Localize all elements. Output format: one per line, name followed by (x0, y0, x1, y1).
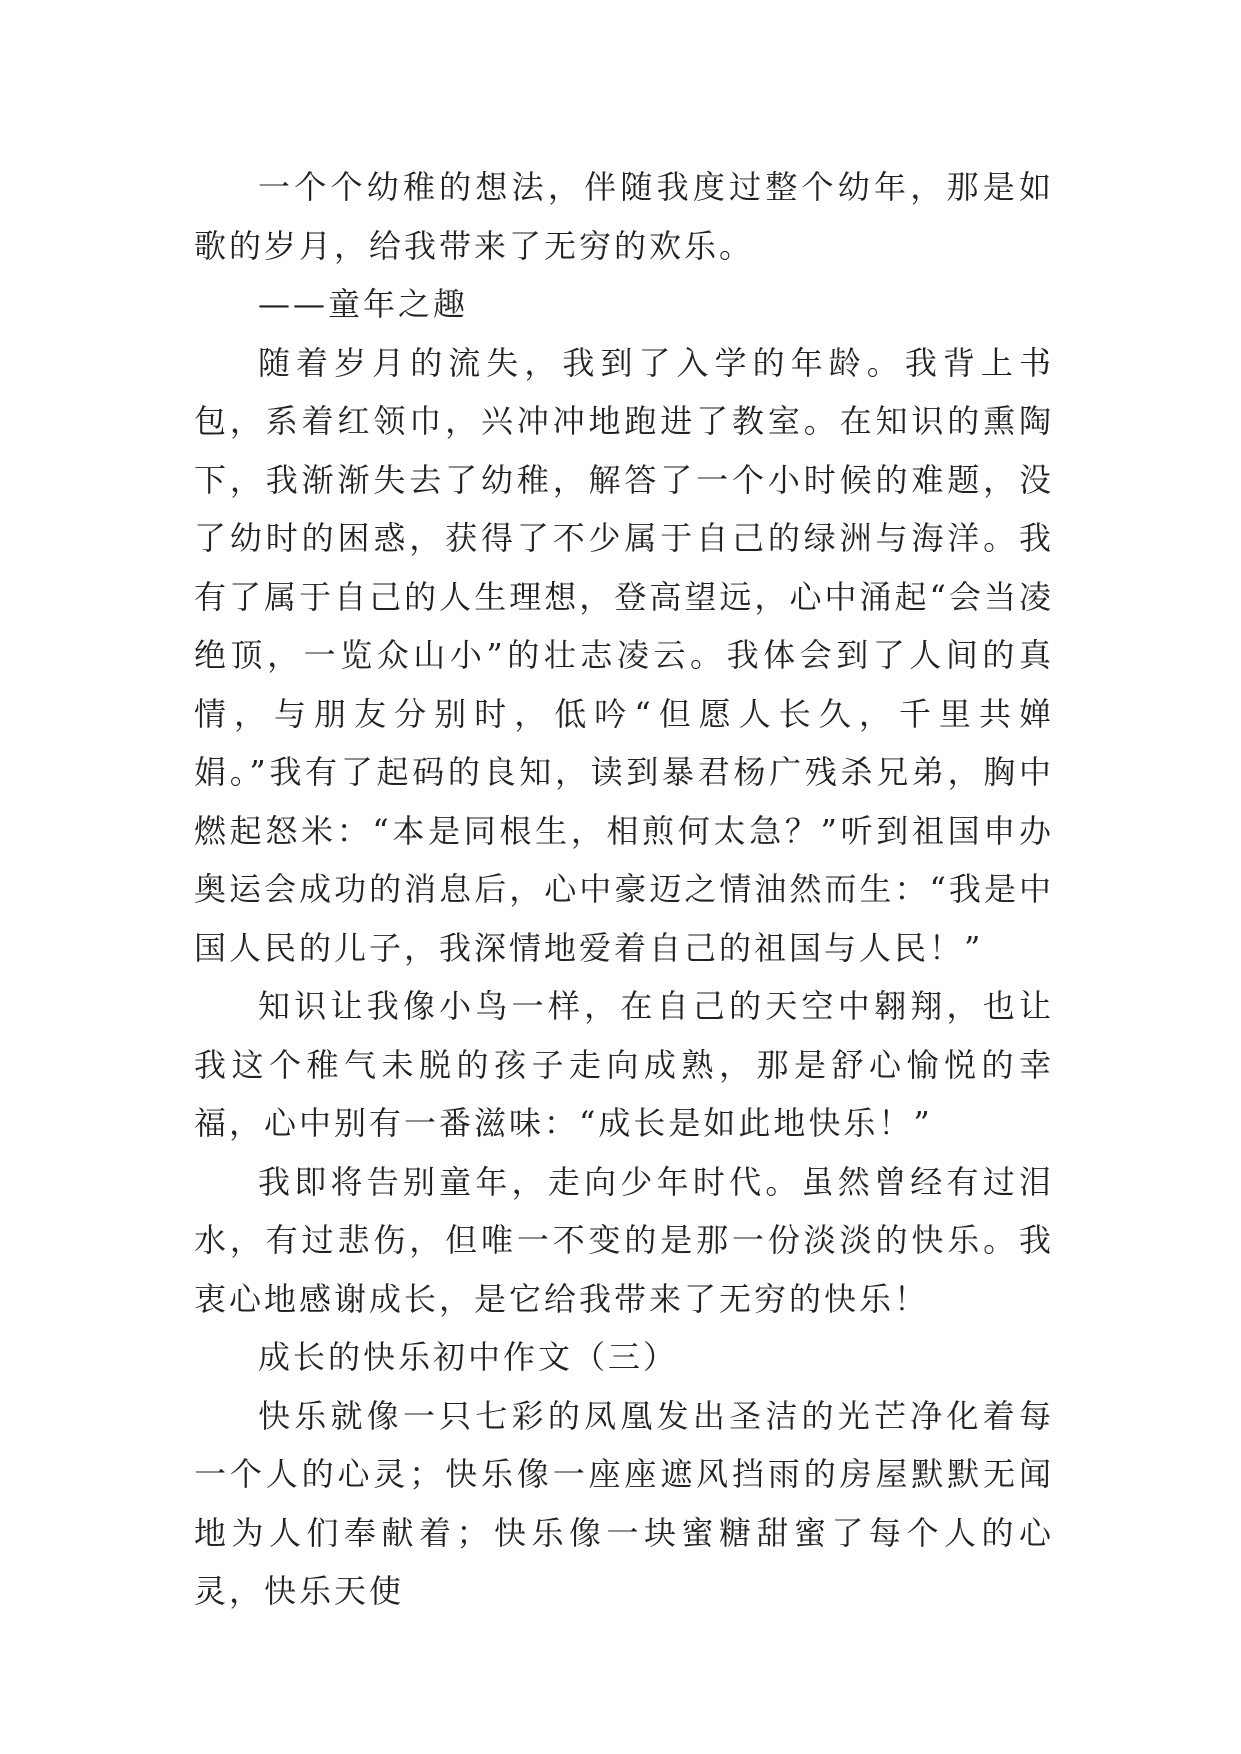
paragraph-knowledge: 知识让我像小鸟一样，在自己的天空中翱翔，也让我这个稚气未脱的孩子走向成熟，那是舒心愉悦的幸福，心中别有一番滋味：“成长是如此地快乐！” (194, 987, 1054, 1142)
paragraph-childhood-ideas: 一个个幼稚的想法，伴随我度过整个幼年，那是如歌的岁月，给我带来了无穷的欢乐。 (194, 168, 1054, 265)
essay-title-three: 成长的快乐初中作文（三） (258, 1338, 679, 1376)
paragraph-farewell-childhood: 我即将告别童年，走向少年时代。虽然曾经有过泪水，有过悲伤，但唯一不变的是那一份淡淡的快乐。我衷心地感谢成长，是它给我带来了无穷的快乐！ (194, 1162, 1054, 1318)
document-body (194, 158, 1054, 1621)
paragraph-school-years: 随着岁月的流失，我到了入学的年龄。我背上书包，系着红领巾，兴冲冲地跑进了教室。在知识的熏陶下，我渐渐失去了幼稚，解答了一个小时候的难题，没了幼时的困惑，获得了不少属于自己的绿洲与海洋。我有了属于自己的人生理想，登高望远，心中涌起“会当凌绝顶，一览众山小”的壮志凌云。我体会到了人间的真情，与朋友分别时，低吟“但愿人长久，千里共婵娟。”我有了起码的良知，读到暴君杨广残杀兄弟，胸中燃起怒米：“本是同根生，相煎何太急？”听到祖国申办奥运会成功的消息后，心中豪迈之情油然而生：“我是中国人民的儿子，我深情地爱着自己的祖国与人民！” (194, 343, 1054, 967)
section-heading-childhood-fun: ——童年之趣 (258, 285, 469, 323)
paragraph-happiness: 快乐就像一只七彩的凤凰发出圣洁的光芒净化着每一个人的心灵；快乐像一座座遮风挡雨的房屋默默无闻地为人们奉献着；快乐像一块蜜糖甜蜜了每个人的心灵，快乐天使 (194, 1396, 1054, 1610)
